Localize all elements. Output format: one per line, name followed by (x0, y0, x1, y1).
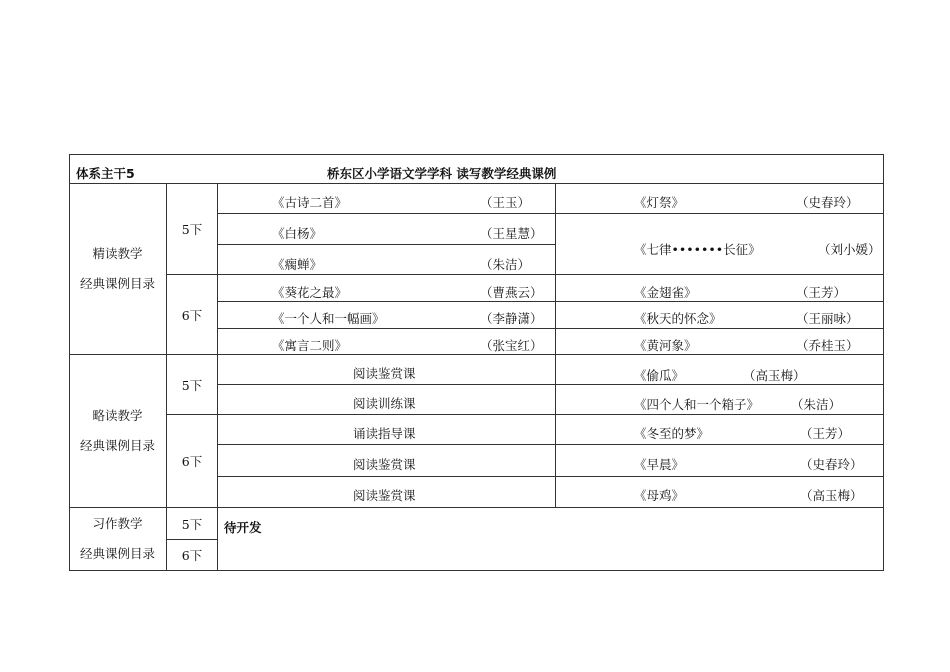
lesson-teacher: （王芳） (800, 426, 851, 441)
course-type: 阅读鉴赏课 (353, 366, 416, 381)
system-label: 体系主干5 (76, 166, 135, 181)
lesson-title: 《黄河象》 (634, 338, 697, 353)
lesson-title: 《寓言二则》 (272, 338, 348, 353)
lesson-teacher: （高玉梅） (743, 368, 806, 383)
page-title: 桥东区小学语文学学科 读写教学经典课例 (327, 166, 557, 181)
lesson-title: 《瘸蝉》 (272, 257, 323, 272)
grade-label: 5下 (181, 516, 203, 532)
lesson-teacher: （王丽咏） (796, 311, 859, 326)
section-label-line2: 经典课例目录 (79, 546, 155, 561)
grade-label: 6下 (181, 548, 203, 563)
lesson-title: 《葵花之最》 (272, 285, 348, 300)
lesson-teacher: （李静潇） (480, 311, 543, 326)
section-writing-label (69, 508, 167, 571)
grade-label: 5下 (181, 377, 203, 393)
grade-cell (167, 508, 218, 540)
lesson-title: 《偷瓜》 (634, 368, 685, 383)
section-label-line1: 习作教学 (92, 516, 143, 531)
lesson-title: 《冬至的梦》 (634, 426, 710, 441)
course-type: 阅读训练课 (353, 396, 416, 411)
lesson-teacher: （王星慧） (480, 226, 543, 241)
grade-cell (167, 275, 218, 355)
lesson-title: 《灯祭》 (634, 195, 685, 210)
lesson-title: 《古诗二首》 (272, 195, 348, 210)
lesson-title: 《四个人和一个箱子》 (634, 397, 760, 412)
lesson-title: 《一个人和一幅画》 (272, 311, 385, 326)
section-label-line1: 精读教学 (92, 246, 143, 261)
lesson-teacher: （王玉） (480, 195, 531, 210)
section-label-line1: 略读教学 (92, 408, 143, 423)
grade-cell (167, 355, 218, 415)
lesson-title: 《白杨》 (272, 226, 323, 241)
grade-cell (167, 540, 218, 571)
lesson-teacher: （史春玲） (800, 457, 863, 472)
lesson-title: 《秋天的怀念》 (634, 311, 722, 326)
lesson-teacher: （曹燕云） (480, 285, 543, 300)
lesson-title: 《早晨》 (634, 457, 685, 472)
section-label-line2: 经典课例目录 (79, 438, 155, 453)
lesson-title: 《七律•••••••长征》 (634, 242, 761, 257)
grade-label: 5下 (181, 222, 203, 237)
lesson-teacher: （王芳） (796, 285, 847, 300)
lesson-teacher: （朱洁） (791, 397, 842, 412)
course-type: 阅读鉴赏课 (353, 488, 416, 503)
lesson-teacher: （刘小媛） (818, 242, 881, 257)
course-type: 阅读鉴赏课 (353, 457, 416, 472)
grade-label: 6下 (181, 454, 203, 469)
lesson-title: 《金翅雀》 (634, 285, 697, 300)
pending-cell (218, 508, 884, 571)
section-label-line2: 经典课例目录 (79, 276, 155, 291)
lesson-title: 《母鸡》 (634, 488, 685, 503)
section-skim-label (69, 355, 167, 508)
section-intensive-label (69, 184, 167, 355)
pending-label: 待开发 (224, 520, 262, 535)
course-type: 诵读指导课 (353, 426, 416, 441)
lesson-teacher: （史春玲） (796, 195, 859, 210)
lesson-teacher: （张宝红） (480, 338, 543, 353)
grade-cell (167, 184, 218, 275)
lesson-teacher: （朱洁） (480, 257, 531, 272)
table-row (556, 355, 884, 385)
lesson-teacher: （乔桂玉） (796, 338, 859, 353)
grade-label: 6下 (181, 307, 203, 323)
lesson-teacher: （高玉梅） (800, 488, 863, 503)
grade-cell (167, 415, 218, 508)
